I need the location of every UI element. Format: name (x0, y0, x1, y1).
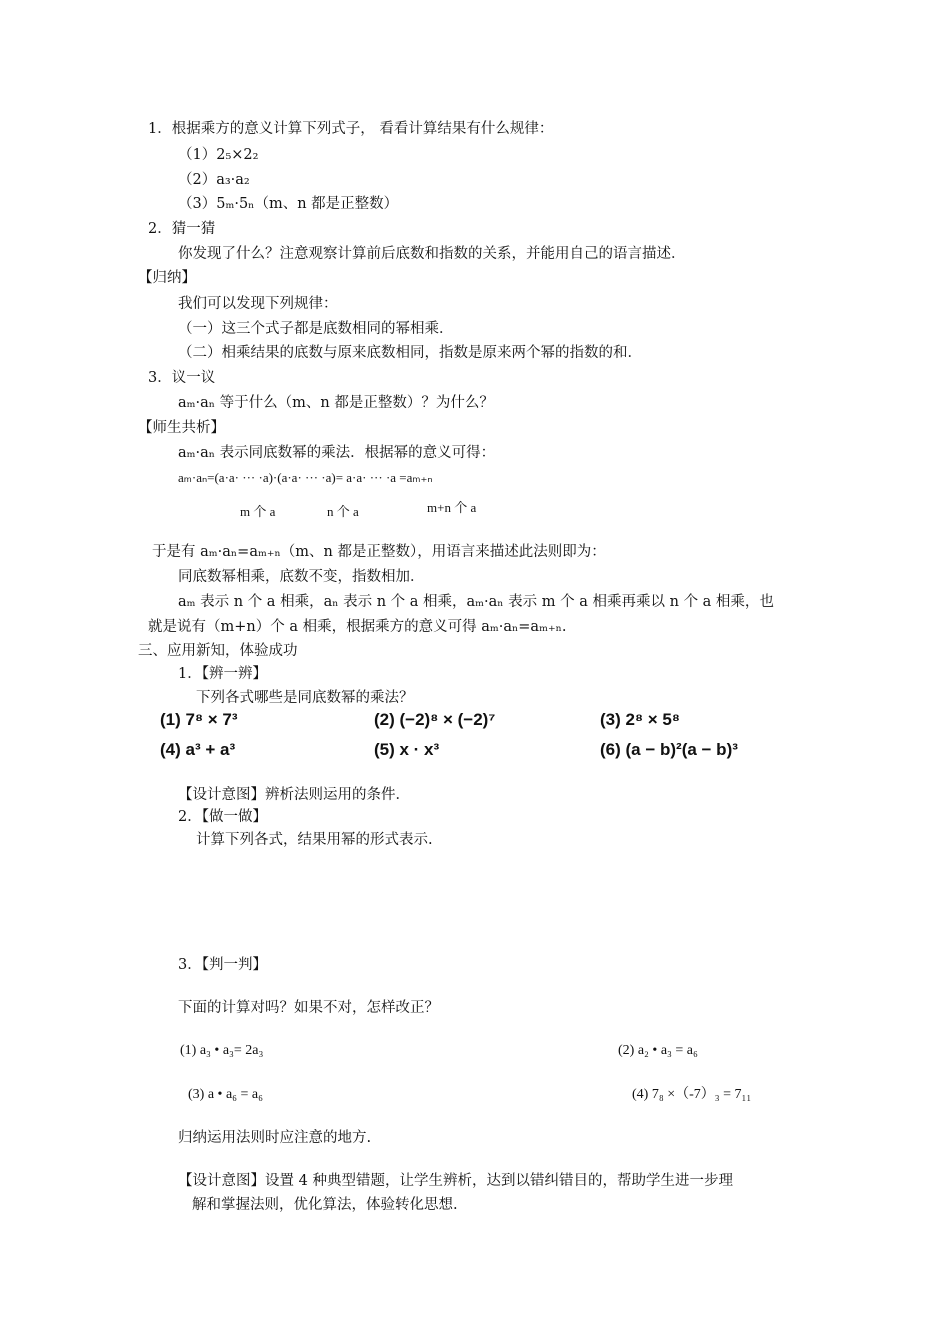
analysis-rule: 同底数幂相乘，底数不变，指数相加． (178, 569, 425, 585)
judge-item-3: (3) a • a₆ = a₆ (188, 1087, 264, 1102)
question-1-item-1: （1）2₅×2₂ (178, 147, 259, 163)
design-intent-2a: 【设计意图】设置 4 种典型错题，让学生辨析，达到以错纠错目的，帮助学生进一步理 (178, 1173, 733, 1189)
brace-label-n: n 个 a (327, 504, 359, 519)
exercise-3: (3) 2⁸ × 5⁸ (600, 710, 680, 729)
section-3-heading: 三、应用新知，体验成功 (138, 643, 298, 659)
judge-item-2: (2) a₂ • a₃ = a₆ (618, 1043, 698, 1058)
summary-line-3: （二）相乘结果的底数与原来底数相同，指数是原来两个幂的指数的和． (178, 345, 642, 361)
exercise-6: (6) (a − b)²(a − b)³ (600, 740, 738, 759)
analysis-line-3a: aₘ 表示 n 个 a 相乘，aₙ 表示 n 个 a 相乘，aₘ·aₙ 表示 m 个 a 相乘再乘以 n 个 a 相乘，也 (178, 594, 774, 610)
part-1-text: 下列各式哪些是同底数幂的乘法？ (196, 690, 414, 706)
summary-heading: 【归纳】 (138, 270, 196, 286)
design-intent-2b: 解和掌握法则，优化算法，体验转化思想. (192, 1197, 458, 1213)
design-intent-1: 【设计意图】辨析法则运用的条件． (178, 787, 410, 803)
brace-label-m: m 个 a (240, 504, 276, 519)
summary-line-2: （一）这三个式子都是底数相同的幂相乘． (178, 321, 454, 337)
question-1: 1．根据乘方的意义计算下列式子， 看看计算结果有什么规律： (148, 121, 554, 137)
part-2-text: 计算下列各式，结果用幂的形式表示. (196, 832, 433, 848)
question-3-text: aₘ·aₙ 等于什么（m、n 都是正整数）？为什么？ (178, 395, 494, 411)
analysis-line-3b: 就是说有（m+n）个 a 相乘，根据乘方的意义可得 aₘ·aₙ=aₘ₊ₙ. (148, 619, 567, 635)
part-1-heading: 1．【辨一辨】 (178, 666, 267, 682)
judge-item-1: (1) a₃ • a₃= 2a₃ (180, 1043, 264, 1058)
exercise-4: (4) a³ + a³ (160, 740, 236, 759)
exercise-2: (2) (−2)⁸ × (−2)⁷ (374, 710, 496, 729)
conclusion: 归纳运用法则时应注意的地方. (178, 1130, 372, 1146)
analysis-line-2: 于是有 aₘ·aₙ=aₘ₊ₙ（m、n 都是正整数），用语言来描述此法则即为： (152, 544, 606, 560)
analysis-heading: 【师生共析】 (138, 420, 225, 436)
question-3: 3．议一议 (148, 370, 216, 386)
judge-item-4: (4) 7₈ ×（-7）₃ = 7₁₁ (632, 1087, 752, 1102)
summary-line-1: 我们可以发现下列规律： (178, 296, 338, 312)
part-3-text: 下面的计算对吗？如果不对，怎样改正？ (178, 1000, 439, 1016)
part-3-heading: 3．【判一判】 (178, 957, 267, 973)
analysis-line-1: aₘ·aₙ 表示同底数幂的乘法．根据幂的意义可得： (178, 445, 496, 461)
question-2-text: 你发现了什么？注意观察计算前后底数和指数的关系，并能用自己的语言描述． (178, 246, 686, 262)
exercise-5: (5) x · x³ (374, 740, 440, 759)
analysis-formula: aₘ·aₙ=(a·a· ··· ·a)·(a·a· ··· ·a)= a·a· ··· ·a =aₘ₊ₙ (178, 470, 433, 485)
exercise-1: (1) 7⁸ × 7³ (160, 710, 238, 729)
part-2-heading: 2．【做一做】 (178, 809, 267, 825)
question-1-item-3: （3）5ₘ·5ₙ（m、n 都是正整数） (178, 196, 399, 212)
question-1-item-2: （2）a₃·a₂ (178, 172, 250, 188)
brace-label-mn: m+n 个 a (427, 500, 477, 515)
question-2: 2．猜一猜 (148, 221, 216, 237)
